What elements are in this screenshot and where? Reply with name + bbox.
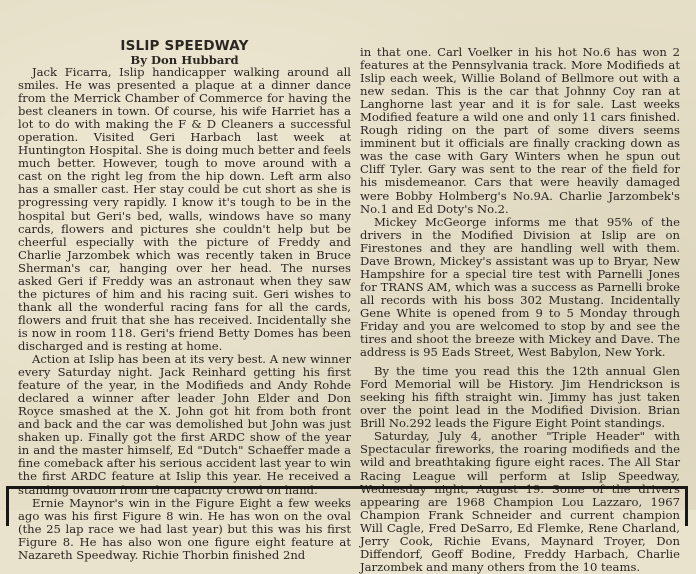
paragraph-action-at-islip: Action at Islip has been at its very best. A new winner every Saturday night. Jack Reinhard getting his first feature of the year, in the Modifieds and Andy Rohde declared a winner after leader John Elder and Don Royce smashed at the X. John got hit from both front and back and the car was demolished but John was just shaken up. Finally got the first ARDC show of the year in and the master himself, Ed "Dutch" Schaeffer made a fine comeback after his serious accident last year to win the first ARDC feature at Islip this year. He received a standing ovation from the capacity crowd on hand. [18,352,351,497]
paragraph-voelker: in that one. Carl Voelker in his hot No.6 has won 2 features at the Pennsylvania track. More Modifieds at Islip each week, Willie Boland of Bellmore out with a new sedan. This is the car that Johnny Coy ran at Langhorne last year and it is for sale. Last weeks Modified feature a wild one and only 11 cars finished. Rough riding on the part of some divers seems imminent but it officials are finally cracking down as was the case with Gary Winters when he spun out Cliff Tyler. Gary was sent to the rear of the field for his misdemeanor. Cars that were heavily damaged were Bobby Holmberg's No.9A. Charlie Jarzombek's No.1 and Ed Doty's No.2. [360,45,680,216]
bottom-ad-box-border [6,486,688,526]
article-headline: ISLIP SPEEDWAY [120,38,249,54]
paragraph-mcgeorge: Mickey McGeorge informs me that 95% of the drivers in the Modified Division at Islip are on Firestones and they are handling well with them. Dave Brown, Mickey's assistant was up to Bryar, New Hampshire for a special tire test with Parnelli Jones for TRANS AM, which was a success as Parnelli broke all records with his boss 302 Mustang. Incidentally Gene White is opened from 9 to 5 Monday through Friday and you are welcomed to stop by and see the tires and shoot the breeze with Mickey and Dave. The address is 95 Eads Street, West Babylon, New York. [360,214,680,360]
paragraph-ficarra: Jack Ficarra, Islip handicapper walking around all smiles. He was presented a plaque at a dinner dance from the Merrick Chamber of Commerce for having the best cleaners in town. Of course, his wife Harriet has a lot to do with making the F & D Cleaners a successful operation. Visited Geri Harbach last week at Huntington Hospital. She is doing much better and feels much better. However, tough to move around with a cast on the right leg from the hip down. Left arm also has a smaller cast. Her stay could be cut short as she is progressing very rapidly. I know it's tough to be in the hospital but Geri's bed, walls, windows have so many cards, flowers and pictures she couldn't help but be cheerful especially with the picture of Freddy and Charlie Jarzombek which was recently taken in Bruce Sherman's car, hanging over her head. The nurses asked Geri if Freddy was an astronaut when they saw the pictures of him and his racing suit. Geri wishes to thank all the wonderful racing fans for all the cards, flowers and fruit that she has received. Incidentally she is now in room 118. Geri's friend Betty Domes has been discharged and is resting at home. [18,65,351,353]
paragraph-maynor: Ernie Maynor's win in the Figure Eight a few weeks ago was his first Figure 8 win. He has won on the oval (the 25 lap race we had last year) but this was his first Figure 8. He has also won one figure eight feature at Nazareth Speedway. Richie Thorbin finished 2nd [18,495,351,562]
paragraph-glen-ford-memorial: By the time you read this the 12th annual Glen Ford Memorial will be History. Jim Hendrickson is seeking his fifth straight win. Jimmy has just taken over the point lead in the Modified Division. Brian Brill No.292 leads the Figure Eight Point standings. [360,364,680,431]
paragraph-triple-header: Saturday, July 4, another "Triple Header" with Spectacular fireworks, the roaring modifieds and the wild and breathtaking figure eight races. The All Star Racing League will perform at Islip Speedway, Wednesday night, August 19. Some of the drivers appearing are 1968 Champion Lou Lazzaro, 1967 Champion Frank Schneider and current champion Will Cagle, Fred DeSarro, Ed Flemke, Rene Charland, Jerry Cook, Richie Evans, Maynard Troyer, Don Diffendorf, Geoff Bodine, Freddy Harbach, Charlie Jarzombek and many others from the 10 teams. [360,429,680,574]
article-byline: By Don Hubbard [130,53,239,67]
